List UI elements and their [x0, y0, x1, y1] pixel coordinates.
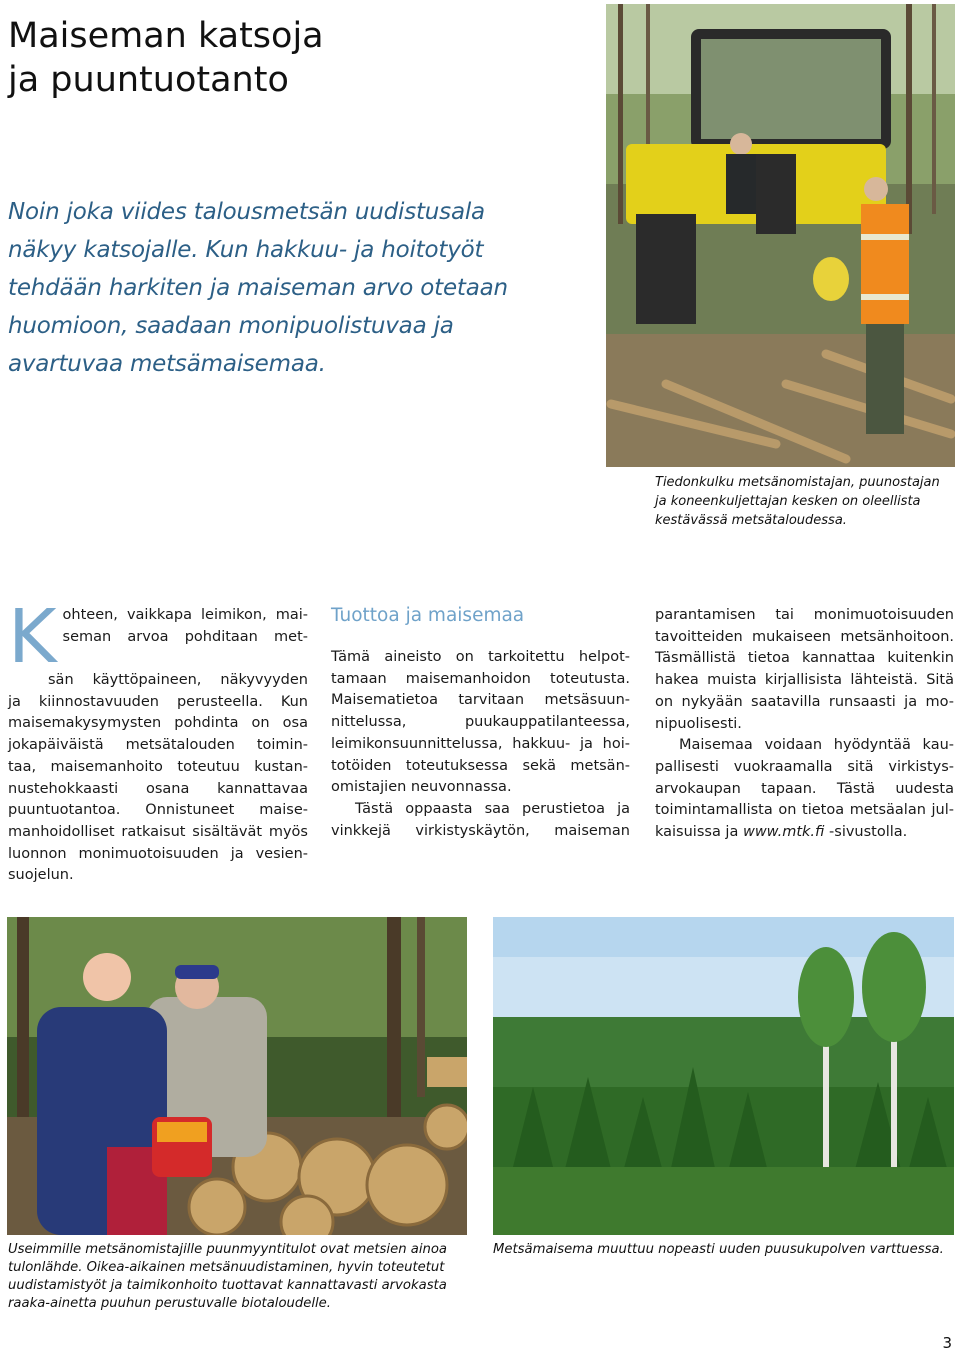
drop-cap: K — [8, 594, 57, 680]
people-logs-photo — [7, 917, 467, 1235]
caption-line: raaka-ainetta puuhun perustuvalle biotaloudelle. — [8, 1296, 331, 1311]
body-line: tamaan maisemanhoidon toteutusta. — [331, 670, 630, 687]
body-line: ohteen, vaikkapa leimikon, mai- — [62, 607, 308, 623]
lead-line: tehdään harkiten ja maiseman arvo otetaan — [8, 275, 508, 301]
body-line: Tämä aineisto on tarkoitettu helpot- — [331, 649, 630, 665]
body-line: arvokaupan tapaan. Tästä uudesta — [655, 780, 954, 797]
body-line: tavoitteiden mukaiseen metsänhoitoon. — [655, 628, 954, 645]
body-line: vinkkejä virkistyskäytön, maiseman — [331, 822, 630, 839]
forest-machine-photo — [606, 4, 955, 467]
body-line: parantamisen tai monimuotoisuuden — [655, 607, 954, 623]
body-line: toimintamallista on tietoa metsäalan jul- — [655, 802, 954, 819]
body-line: Maisemaa voidaan hyödyntää kau- — [679, 737, 954, 754]
body-line: omistajien neuvonnassa. — [331, 779, 512, 796]
title-line-1: Maiseman katsoja — [8, 16, 324, 56]
bottom-left-caption — [8, 1241, 447, 1313]
body-text: kaisuissa ja — [655, 824, 743, 841]
bottom-right-caption — [493, 1241, 944, 1259]
body-line: seman arvoa pohditaan met- — [62, 628, 308, 645]
body-line: sän käyttöpaineen, näkyvyyden — [48, 672, 308, 688]
body-column-3 — [655, 605, 954, 844]
caption-line: Useimmille metsänomistajille puunmyyntitulot ovat metsien ainoa — [8, 1242, 448, 1257]
body-line: luonnon monimuotoisuuden ja vesien- — [8, 845, 308, 862]
section-heading: Tuottoa ja maisemaa — [331, 605, 525, 626]
page-number: 3 — [942, 1334, 952, 1352]
body-line: maisemakysymysten pohdinta on osa — [8, 715, 308, 732]
body-line: jokapäiväistä metsätalouden toimin- — [8, 737, 308, 754]
body-column-2 — [331, 605, 630, 842]
body-line-with-link — [655, 822, 954, 844]
lead-paragraph — [8, 193, 588, 383]
body-line: nipuolisesti. — [655, 715, 742, 732]
title-line-2: ja puuntuotanto — [8, 60, 289, 100]
body-line: leimikonsuunnittelussa, hakkuu- ja hoi- — [331, 735, 630, 752]
body-line: nittelussa, puukauppatilanteessa, — [331, 714, 630, 731]
body-line: Täsmällistä tietoa kannattaa kuitenkin — [655, 650, 954, 667]
caption-line: Metsämaisema muuttuu nopeasti uuden puusukupolven varttuessa. — [493, 1242, 944, 1257]
caption-line: uudistamistyöt ja taimikonhoito tuottavat kannattavasti arvokasta — [8, 1278, 447, 1293]
top-photo-caption — [655, 473, 940, 530]
body-line: manhoidolliset ratkaisut sisältävät myös — [8, 823, 308, 840]
body-line: hakea muista kirjallisista lähteistä. Sitä — [655, 672, 954, 689]
caption-line: kestävässä metsätaloudessa. — [655, 513, 847, 528]
caption-line: Tiedonkulku metsänomistajan, puunostajan — [655, 475, 940, 490]
body-line: suojelun. — [8, 867, 74, 884]
body-line: Maisematietoa tarvitaan metsäsuun- — [331, 692, 630, 709]
body-line: Tästä oppaasta saa perustietoa ja — [355, 800, 630, 817]
caption-line: tulonlähde. Oikea-aikainen metsänuudistaminen, hyvin toteutetut — [8, 1260, 445, 1275]
lead-line: Noin joka viides talousmetsän uudistusala — [8, 199, 485, 225]
body-line: totöiden toteutuksessa sekä metsän- — [331, 757, 630, 774]
lead-line: avartuvaa metsämaisemaa. — [8, 351, 326, 377]
page-title — [8, 14, 568, 102]
body-line: nustehokkaasti osana kannattavaa — [8, 780, 308, 797]
website-link[interactable]: www.mtk.fi — [742, 824, 825, 841]
body-line: taa, maisemanhoito toteutuu kustan- — [8, 758, 308, 775]
body-line: puuntuotantoa. Onnistuneet maise- — [8, 802, 308, 819]
body-line: pallisesti vuokraamalla sitä virkistys- — [655, 758, 954, 775]
body-line: on nykyään saatavilla runsaasti ja mo- — [655, 693, 954, 710]
lead-line: näkyy katsojalle. Kun hakkuu- ja hoitotyöt — [8, 237, 484, 263]
body-column-1 — [8, 594, 308, 887]
caption-line: ja koneenkuljettajan kesken on oleellista — [655, 494, 921, 509]
lead-line: huomioon, saadaan monipuolistuvaa ja — [8, 313, 454, 339]
body-line: ja kiinnostavuuden perusteella. Kun — [8, 693, 308, 710]
body-text: -sivustolla. — [824, 824, 908, 841]
young-forest-photo — [493, 917, 954, 1235]
